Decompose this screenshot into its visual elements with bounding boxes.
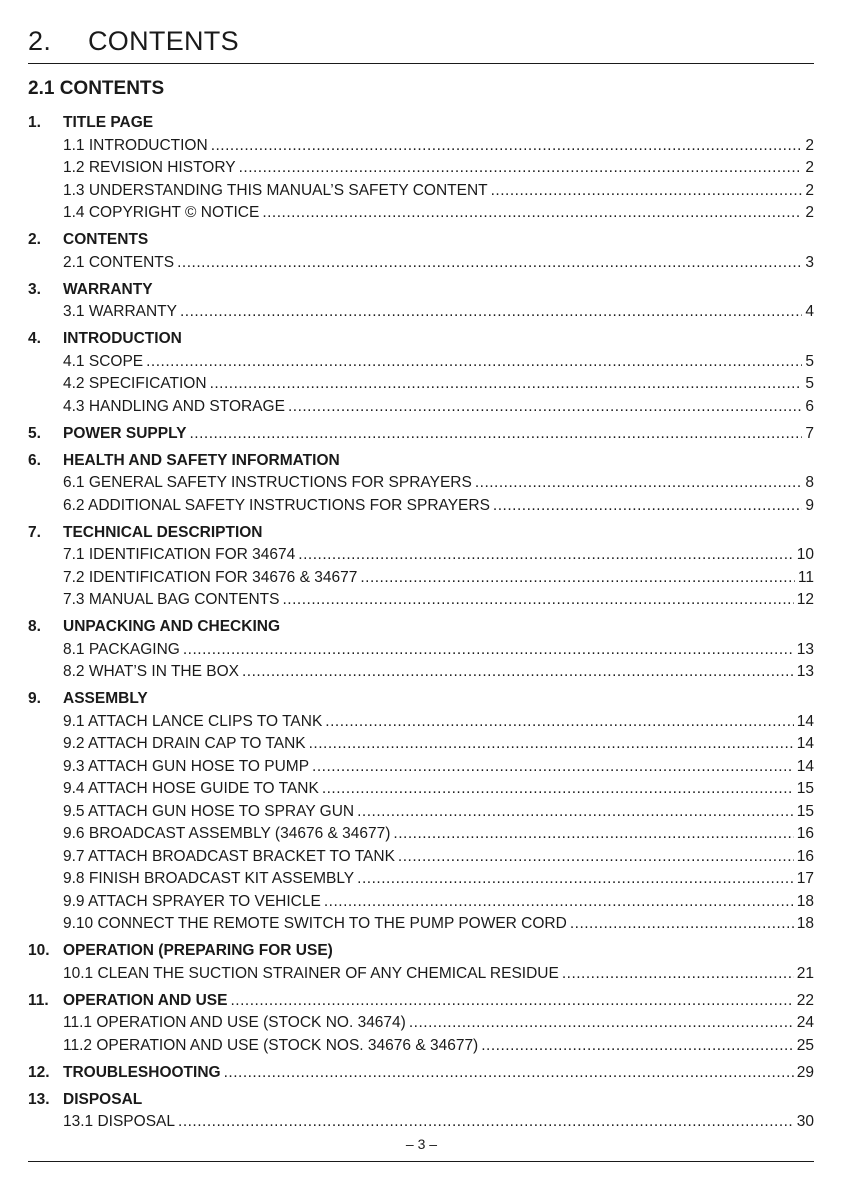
toc-entry-number: 12. [28,1063,50,1081]
toc-entry-number: 13. [28,1090,50,1108]
toc-entry-number: 11. [28,991,49,1009]
toc-dot-leader [360,567,795,590]
toc-entry-title: 7.2 IDENTIFICATION FOR 34676 & 34677 [63,568,358,586]
toc-section-entry[interactable] [28,1089,814,1112]
toc-page-number: 17 [796,870,814,887]
toc-entry-title: 3.1 WARRANTY [63,303,177,320]
toc-dot-leader [324,891,794,914]
toc-section-entry[interactable] [28,112,814,135]
toc-subsection-entry[interactable] [28,472,814,495]
toc-entry-number: 1. [28,114,41,131]
toc-dot-leader [491,180,803,203]
toc-page-number: 4 [805,303,814,320]
toc-page-number: 16 [796,847,814,865]
toc-page-number: 18 [796,892,814,910]
toc-subsection-entry[interactable] [28,913,814,936]
toc-entry-title: HEALTH AND SAFETY INFORMATION [63,451,340,469]
toc-subsection-entry[interactable] [28,396,814,419]
toc-dot-leader [398,846,794,869]
toc-page-number: 9 [805,496,814,514]
toc-subsection-entry[interactable] [28,846,814,869]
toc-dot-leader [325,711,793,734]
toc-dot-leader [562,963,794,986]
toc-section-entry[interactable] [28,229,814,252]
toc-subsection-entry[interactable] [28,823,814,846]
toc-entry-title: 11.2 OPERATION AND USE (STOCK NOS. 34676 & 34677) [63,1036,479,1054]
toc-entry-title: 1.4 COPYRIGHT © NOTICE [63,204,260,221]
toc-entry-title: OPERATION AND USE [63,991,228,1009]
page-heading-title: CONTENTS [88,26,239,56]
toc-entry-title: 9.3 ATTACH GUN HOSE TO PUMP [63,757,310,775]
toc-subsection-entry[interactable] [28,351,814,374]
toc-entry-number: 5. [28,424,41,442]
toc-page-number: 22 [796,991,814,1009]
toc-dot-leader [475,472,803,495]
toc-page-number: 24 [796,1014,814,1031]
toc-entry-title: 11.1 OPERATION AND USE (STOCK NO. 34674) [63,1014,406,1031]
toc-subsection-entry[interactable] [28,661,814,684]
toc-dot-leader [481,1035,794,1058]
toc-entry-title: POWER SUPPLY [63,424,187,442]
toc-dot-leader [211,135,803,158]
toc-subsection-entry[interactable] [28,963,814,986]
page-number: – 3 – [405,1136,438,1152]
toc-entry-title: 10.1 CLEAN THE SUCTION STRAINER OF ANY CHEMICAL RESIDUE [63,964,559,982]
toc-dot-leader [322,778,794,801]
toc-entry-title: 4.3 HANDLING AND STORAGE [63,397,285,415]
toc-dot-leader [224,1062,794,1085]
toc-dot-leader [239,157,803,180]
toc-entry-title: TROUBLESHOOTING [63,1063,221,1081]
toc-page-number: 2 [805,204,814,221]
toc-subsection-entry[interactable] [28,301,814,324]
toc-entry-title: 7.1 IDENTIFICATION FOR 34674 [63,546,296,563]
toc-dot-leader [298,544,793,567]
toc-dot-leader [178,1111,794,1134]
toc-entry-number: 4. [28,330,41,347]
toc-subsection-entry[interactable] [28,711,814,734]
toc-dot-leader [357,801,794,824]
toc-dot-leader [288,396,802,419]
toc-entry-title: 9.6 BROADCAST ASSEMBLY (34676 & 34677) [63,825,391,842]
toc-section-entry[interactable] [28,328,814,351]
toc-entry-title: 9.9 ATTACH SPRAYER TO VEHICLE [63,892,321,910]
toc-entry-title: 1.1 INTRODUCTION [63,136,208,154]
toc-dot-leader [177,252,802,275]
toc-entry-title: OPERATION (PREPARING FOR USE) [63,942,333,959]
toc-page-number: 25 [796,1036,814,1054]
toc-dot-leader [357,868,794,891]
section-heading: 2.1 CONTENTS [28,78,165,99]
toc-entry-number: 10. [28,942,50,959]
toc-page-number: 11 [797,568,814,586]
toc-subsection-entry[interactable] [28,157,814,180]
toc-entry-number: 9. [28,690,41,707]
toc-subsection-entry[interactable] [28,733,814,756]
toc-page-number: 5 [805,352,814,370]
toc-entry-title: 9.5 ATTACH GUN HOSE TO SPRAY GUN [63,802,355,820]
toc-entry-title: 4.2 SPECIFICATION [63,375,207,392]
toc-subsection-entry[interactable] [28,567,814,590]
toc-section-entry[interactable] [28,990,814,1013]
toc-section-entry[interactable] [28,279,814,302]
toc-subsection-entry[interactable] [28,495,814,518]
toc-subsection-entry[interactable] [28,252,814,275]
toc-entry-title: 4.1 SCOPE [63,352,144,370]
toc-subsection-entry[interactable] [28,756,814,779]
toc-dot-leader [493,495,802,518]
toc-entry-title: 1.2 REVISION HISTORY [63,159,236,176]
toc-page-number: 10 [796,546,814,563]
toc-dot-leader [312,756,794,779]
toc-dot-leader [189,423,802,446]
toc-entry-number: 3. [28,280,41,298]
toc-page-number: 5 [805,375,814,392]
toc-entry-title: 6.2 ADDITIONAL SAFETY INSTRUCTIONS FOR SPRAYERS [63,496,490,514]
toc-entry-title: 9.8 FINISH BROADCAST KIT ASSEMBLY [63,870,355,887]
toc-entry-title: TECHNICAL DESCRIPTION [63,523,263,541]
toc-dot-leader [262,202,802,225]
toc-entry-title: CONTENTS [63,231,149,248]
toc-subsection-entry[interactable] [28,868,814,891]
toc-page-number: 3 [805,253,814,271]
toc-page-number: 6 [805,397,814,415]
toc-subsection-entry[interactable] [28,639,814,662]
toc-dot-leader [210,373,803,396]
toc-entry-title: TITLE PAGE [63,114,154,131]
toc-entry-title: 8.1 PACKAGING [63,640,180,658]
page-heading [28,26,239,57]
toc-dot-leader [183,639,794,662]
toc-entry-title: 9.4 ATTACH HOSE GUIDE TO TANK [63,780,319,797]
toc-page-number: 30 [796,1113,814,1130]
toc-entry-title: 9.1 ATTACH LANCE CLIPS TO TANK [63,712,323,730]
toc-subsection-entry[interactable] [28,1111,814,1134]
bottom-divider [28,1161,814,1162]
toc-section-entry[interactable] [28,1062,814,1085]
toc-dot-leader [180,301,802,324]
toc-page-number: 21 [796,964,814,982]
toc-dot-leader [309,733,794,756]
toc-entry-title: 6.1 GENERAL SAFETY INSTRUCTIONS FOR SPRAYERS [63,474,472,491]
toc-dot-leader [282,589,793,612]
toc-subsection-entry[interactable] [28,135,814,158]
toc-entry-title: INTRODUCTION [63,330,182,347]
page-heading-number: 2. [28,26,52,56]
toc-section-entry[interactable] [28,522,814,545]
toc-page-number: 7 [805,424,814,442]
toc-page-number: 15 [796,780,814,797]
toc-page-number: 15 [796,802,814,820]
toc-subsection-entry[interactable] [28,202,814,225]
toc-entry-title: WARRANTY [63,280,153,298]
top-divider [28,63,814,64]
toc-section-entry[interactable] [28,450,814,473]
toc-entry-title: DISPOSAL [63,1090,143,1108]
toc-entry-title: 9.2 ATTACH DRAIN CAP TO TANK [63,735,306,752]
toc-subsection-entry[interactable] [28,373,814,396]
toc-section-entry[interactable] [28,688,814,711]
table-of-contents [28,112,814,1134]
toc-dot-leader [393,823,793,846]
toc-subsection-entry[interactable] [28,180,814,203]
toc-entry-title: ASSEMBLY [63,690,148,707]
toc-page-number: 8 [805,474,814,491]
toc-entry-title: UNPACKING AND CHECKING [63,618,280,635]
toc-page-number: 2 [805,159,814,176]
toc-subsection-entry[interactable] [28,1035,814,1058]
toc-section-entry[interactable] [28,940,814,963]
toc-page-number: 13 [796,640,814,658]
toc-entry-title: 9.7 ATTACH BROADCAST BRACKET TO TANK [63,847,395,865]
toc-page-number: 13 [796,663,814,680]
toc-page-number: 18 [796,915,814,932]
toc-page-number: 16 [796,825,814,842]
toc-page-number: 2 [805,181,814,199]
toc-entry-title: 1.3 UNDERSTANDING THIS MANUAL’S SAFETY CONTENT [63,181,488,199]
toc-dot-leader [230,990,793,1013]
toc-entry-number: 8. [28,618,41,635]
toc-page-number: 14 [796,735,814,752]
toc-page-number: 14 [796,712,814,730]
toc-page-number: 29 [796,1063,814,1081]
toc-entry-title: 9.10 CONNECT THE REMOTE SWITCH TO THE PUMP POWER CORD [63,915,567,932]
toc-page-number: 14 [796,757,814,775]
toc-dot-leader [242,661,794,684]
toc-entry-title: 7.3 MANUAL BAG CONTENTS [63,591,280,608]
toc-subsection-entry[interactable] [28,589,814,612]
toc-entry-title: 2.1 CONTENTS [63,253,175,271]
toc-page-number: 12 [796,591,814,608]
toc-subsection-entry[interactable] [28,544,814,567]
toc-dot-leader [146,351,802,374]
toc-subsection-entry[interactable] [28,778,814,801]
toc-page-number: 2 [805,136,814,154]
toc-entry-number: 7. [28,523,41,541]
toc-subsection-entry[interactable] [28,1012,814,1035]
toc-entry-title: 8.2 WHAT’S IN THE BOX [63,663,239,680]
toc-subsection-entry[interactable] [28,891,814,914]
toc-subsection-entry[interactable] [28,801,814,824]
toc-dot-leader [570,913,794,936]
toc-entry-number: 2. [28,231,41,248]
toc-section-entry[interactable] [28,423,814,446]
toc-section-entry[interactable] [28,616,814,639]
toc-dot-leader [409,1012,794,1035]
toc-entry-title: 13.1 DISPOSAL [63,1113,176,1130]
toc-entry-number: 6. [28,451,41,469]
